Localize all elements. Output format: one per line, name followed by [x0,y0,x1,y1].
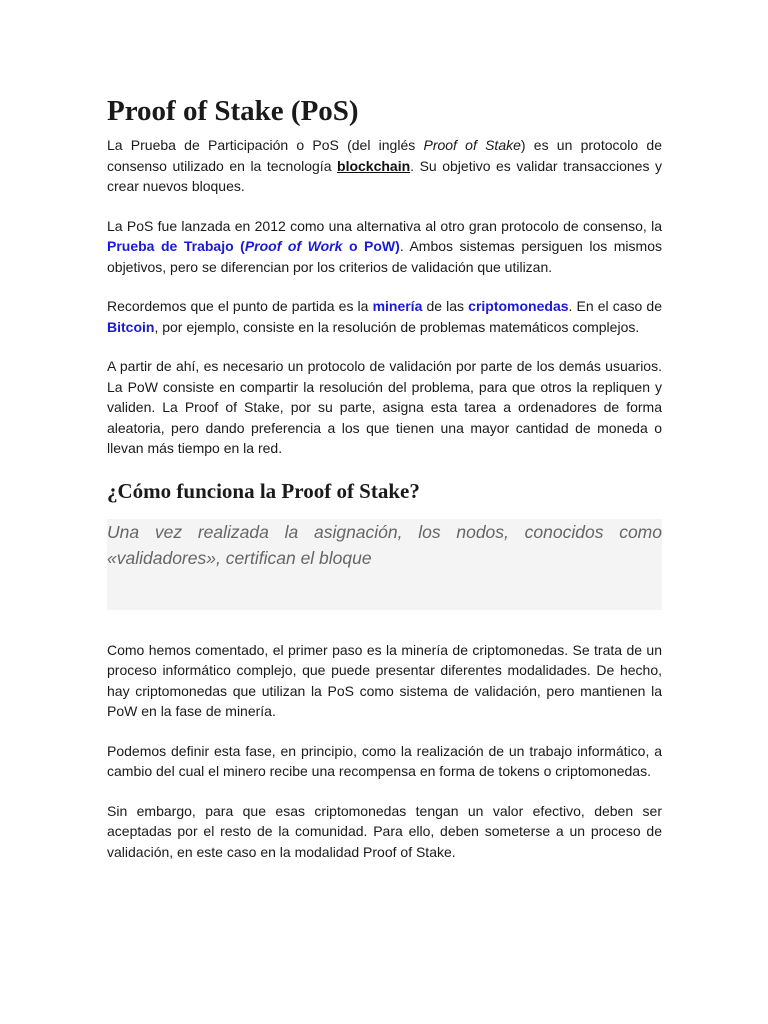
text: . En el caso de [568,298,663,314]
quote-text: Una vez realizada la asignación, los nodos, conocidos como «validadores», certifican el bloque [107,521,662,568]
paragraph-pos-history [107,216,662,278]
page-title: Proof of Stake (PoS) [107,95,359,127]
paragraph-first-step: Como hemos comentado, el primer paso es la minería de criptomonedas. Se trata de un proceso informático complejo, que puede presentar diferentes modalidades. De hecho, hay criptomonedas que utilizan la PoS como sistema de validación, pero mantienen la PoW en la fase de minería. [107,641,662,719]
paragraph-reward: Podemos definir esta fase, en principio, como la realización de un trabajo informático, a cambio del cual el minero recibe una recompensa en forma de tokens o criptomonedas. [107,742,662,779]
link-prueba-de-trabajo[interactable] [107,238,400,254]
text: . Su objetivo es validar transacciones y crear nuevos bloques. [107,157,662,194]
text: La Prueba de Participación o PoS (del inglés [107,137,424,153]
link-criptomonedas[interactable]: criptomonedas [468,298,569,314]
link-text: Prueba de Trabajo ( [107,238,245,254]
text: Recordemos que el punto de partida es la [107,298,373,314]
text: . Ambos sistemas persiguen los mismos objetivos, pero se diferencian por los criterios de validación que utilizan. [107,238,662,275]
article [107,94,662,881]
text: La PoS fue lanzada en 2012 como una alternativa al otro gran protocolo de consenso, la [107,217,662,234]
text: ) es un protocolo de consenso utilizado en la tecnología [107,137,663,174]
paragraph-intro [107,135,662,197]
paragraph-community: Sin embargo, para que esas criptomonedas tengan un valor efectivo, deben ser aceptadas por el resto de la comunidad. Para ello, deben someterse a un proceso de validación, en este caso en la modalidad Proof of Stake. [107,802,662,860]
link-blockchain[interactable]: blockchain [337,157,411,174]
link-text: o PoW) [342,238,400,254]
text: , por ejemplo, consiste en la resolución de problemas matemáticos complejos. [154,318,640,335]
link-bitcoin[interactable]: Bitcoin [107,318,155,335]
link-mineria[interactable]: minería [372,298,423,314]
link-text-italic: Proof of Work [244,238,343,254]
section-heading: ¿Cómo funciona la Proof of Stake? [107,478,420,503]
paragraph-mining [107,296,662,337]
pull-quote [107,519,662,610]
text: de las [422,298,469,314]
paragraph-validation: A partir de ahí, es necesario un protocolo de validación por parte de los demás usuarios. La PoW consiste en compartir la resolución del problema, para que otros la repliquen y validen. La Proof of Stake, por su parte, asigna esta tarea a ordenadores de forma aleatoria, pero dando preferencia a los que tienen una mayor cantidad de moneda o llevan más tiempo en la red. [107,358,662,456]
emphasis-text: Proof of Stake [423,137,521,153]
